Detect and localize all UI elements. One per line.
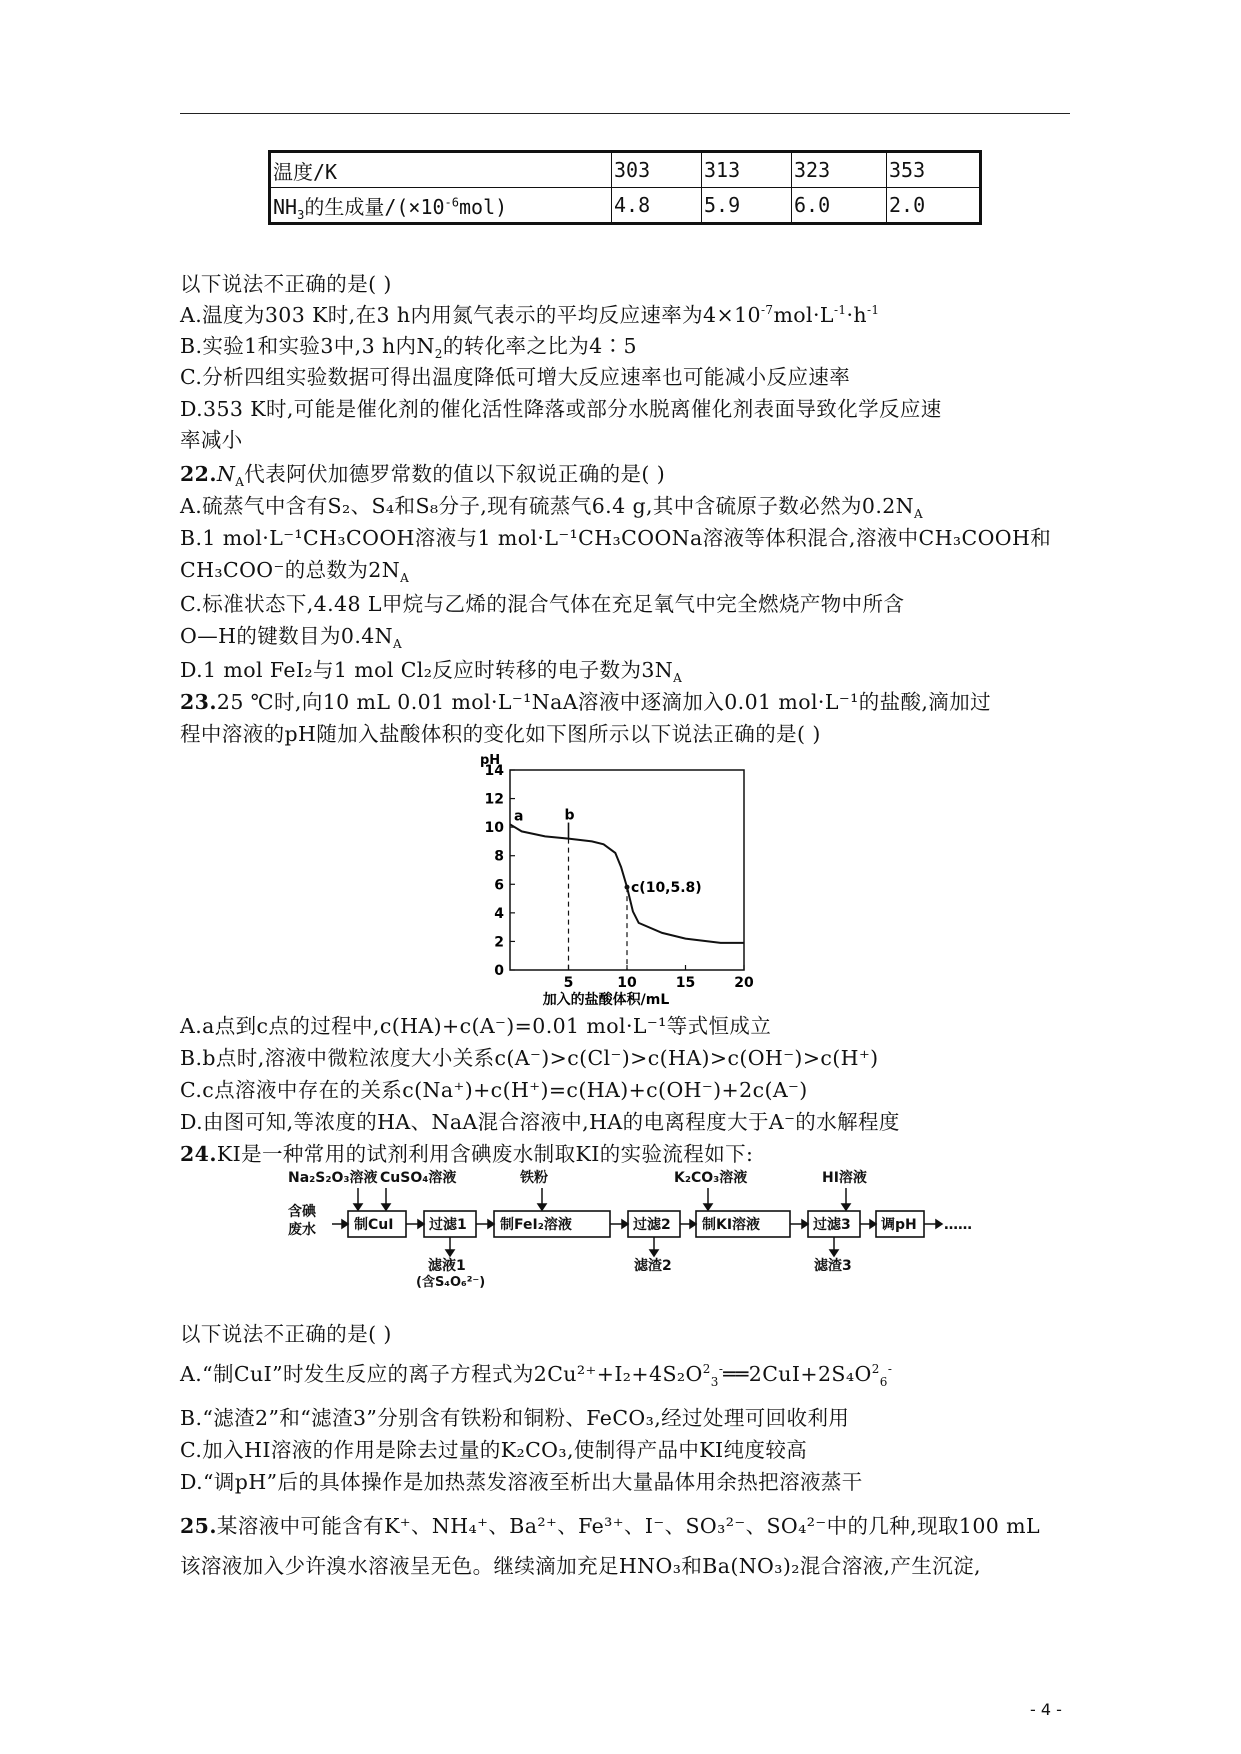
x-axis-label: 加入的盐酸体积/mL (542, 992, 670, 1008)
text: A.温度为303 K时,在3 h内用氮气表示的平均反应速率为4×10 (180, 303, 761, 327)
y-tick-label: 0 (494, 963, 504, 979)
text: mol·L (773, 303, 834, 327)
q24-stem (180, 1140, 753, 1168)
point-marker-c (625, 885, 630, 890)
sup: -7 (760, 303, 774, 318)
y-tick-label: 2 (494, 934, 504, 951)
q21-option-a (180, 301, 879, 329)
question-number: 25. (180, 1514, 217, 1538)
point-label-c: c(10,5.8) (631, 880, 702, 897)
question-number: 23. (180, 690, 217, 714)
y-tick-label: 4 (494, 905, 504, 922)
sup: -1 (833, 303, 847, 318)
sub: A (914, 507, 924, 522)
q23-option-d: D.由图可知,等浓度的HA、NaA混合溶液中,HA的电离程度大于A⁻的水解程度 (180, 1110, 900, 1134)
q21-stem: 以下说法不正确的是( ) (180, 272, 392, 296)
step-label: 过滤2 (633, 1217, 671, 1233)
sub: A (393, 637, 403, 652)
question-number: 22. (180, 462, 217, 486)
temperature-table (268, 150, 982, 225)
q24-option-c: C.加入HI溶液的作用是除去过量的K₂CO₃,使制得产品中KI纯度较高 (180, 1438, 808, 1462)
y-axis-label: pH (480, 753, 501, 768)
cell-text: 的生成量/(×10 (304, 194, 445, 219)
input-label: 含碘 (288, 1204, 316, 1220)
cell-text: NH (273, 194, 298, 219)
cell-sup: -6 (444, 194, 459, 209)
table-row (270, 188, 981, 224)
x-tick-label: 20 (734, 975, 754, 991)
q22-stem (180, 460, 665, 488)
output-label: 滤液1 (428, 1258, 466, 1274)
output-label: (含S₄O₆²⁻) (416, 1275, 486, 1290)
text: D.1 mol FeI₂与1 mol Cl₂反应时转移的电子数为3N (180, 658, 674, 682)
y-tick-label: 8 (494, 848, 504, 865)
ion-so3: $O^2_3^-$ (685, 1362, 724, 1390)
table-cell: 303 (612, 152, 702, 188)
text: B.实验1和实验3中,3 h内N (180, 334, 435, 358)
plot-frame (510, 770, 744, 970)
sub: A (235, 475, 245, 490)
point-label-b: b (564, 807, 575, 824)
x-tick-label: 15 (675, 975, 696, 991)
reagent-label: K₂CO₃溶液 (674, 1170, 748, 1186)
ph-titration-chart (470, 748, 770, 1013)
text: KI是一种常用的试剂利用含碘废水制取KI的实验流程如下: (216, 1142, 754, 1166)
table-cell: 6.0 (792, 188, 887, 224)
text: CH₃COO⁻的总数为2N (180, 558, 401, 582)
table-cell: 2.0 (887, 188, 981, 224)
q23-stem (180, 688, 991, 716)
input-label: 废水 (288, 1222, 316, 1238)
q24-stem2: 以下说法不正确的是( ) (180, 1322, 392, 1346)
q21-option-b (180, 332, 637, 360)
q23-stem-cont: 程中溶液的pH随加入盐酸体积的变化如下图所示以下说法正确的是( ) (180, 722, 821, 746)
table-cell: 323 (792, 152, 887, 188)
sub: 2 (434, 347, 443, 362)
table-cell (270, 188, 612, 224)
q23-option-a: A.a点到c点的过程中,c(HA)+c(A⁻)=0.01 mol·L⁻¹等式恒成立 (180, 1014, 772, 1038)
x-tick-label: 10 (617, 975, 637, 991)
q24-option-d: D.“调pH”后的具体操作是加热蒸发溶液至析出大量晶体用余热把溶液蒸干 (180, 1470, 863, 1494)
step-label: 制FeI₂溶液 (500, 1217, 572, 1233)
x-tick-label: 5 (563, 975, 574, 991)
q23-option-c: C.c点溶液中存在的关系c(Na⁺)+c(H⁺)=c(HA)+c(OH⁻)+2c(A⁻) (180, 1078, 808, 1102)
y-tick-label: 12 (484, 791, 504, 808)
output-label: 滤渣3 (814, 1258, 852, 1274)
sub: A (400, 571, 410, 586)
point-label-a: a (514, 808, 524, 825)
text: ·h (846, 303, 867, 327)
text: N (216, 462, 236, 486)
table-cell: 温度/K (270, 152, 612, 188)
sup: -1 (866, 303, 880, 318)
q22-option-b: B.1 mol·L⁻¹CH₃COOH溶液与1 mol·L⁻¹CH₃COONa溶液等体积混合,溶液中CH₃COOH和 (180, 526, 1052, 550)
q22-option-c-cont (180, 622, 402, 650)
ki-flowchart (288, 1168, 972, 1290)
q23-option-b: B.b点时,溶液中微粒浓度大小关系c(A⁻)>c(Cl⁻)>c(HA)>c(OH⁻)>c(H⁺) (180, 1046, 879, 1070)
text: 代表阿伏加德罗常数的值以下叙说正确的是( ) (244, 462, 666, 486)
step-label: 调pH (881, 1217, 917, 1233)
header-rule (180, 113, 1070, 114)
output-label: 滤渣2 (634, 1258, 672, 1274)
step-label: 制CuI (354, 1217, 394, 1233)
reagent-label: CuSO₄溶液 (380, 1170, 457, 1186)
reagent-label: Na₂S₂O₃溶液 (288, 1170, 378, 1186)
q25-stem-cont: 该溶液加入少许溴水溶液呈无色。继续滴加充足HNO₃和Ba(NO₃)₂混合溶液,产生沉淀, (180, 1554, 981, 1578)
q21-option-c: C.分析四组实验数据可得出温度降低可增大反应速率也可能减小反应速率 (180, 365, 851, 389)
reagent-label: HI溶液 (822, 1170, 867, 1186)
q22-option-a (180, 492, 923, 520)
sub: A (673, 671, 683, 686)
q21-option-d-cont: 率减小 (180, 428, 243, 452)
flow-ellipsis: …… (944, 1217, 972, 1233)
y-tick-label: 6 (494, 877, 504, 894)
cell-text: mol) (459, 194, 508, 219)
ion-so6: $O^2_6^-$ (854, 1362, 893, 1390)
table-row (270, 152, 981, 188)
question-number: 24. (180, 1142, 217, 1166)
table-cell: 5.9 (702, 188, 792, 224)
step-label: 制KI溶液 (702, 1217, 761, 1233)
text: O—H的键数目为0.4N (180, 624, 394, 648)
page-number: - 4 - (1030, 1700, 1062, 1719)
q24-option-b: B.“滤渣2”和“滤渣3”分别含有铁粉和铜粉、FeCO₃,经过处理可回收利用 (180, 1406, 850, 1430)
table-cell: 4.8 (612, 188, 702, 224)
y-tick-label: 10 (484, 820, 504, 837)
table-cell: 313 (702, 152, 792, 188)
q24-option-a (180, 1360, 892, 1388)
q22-option-d (180, 656, 682, 684)
text: 某溶液中可能含有K⁺、NH₄⁺、Ba²⁺、Fe³⁺、I⁻、SO₃²⁻、SO₄²⁻中的几种,现取100 mL (216, 1514, 1041, 1538)
text: A.硫蒸气中含有S₂、S₄和S₈分子,现有硫蒸气6.4 g,其中含硫原子数必然为0.2N (180, 494, 915, 518)
q25-stem (180, 1512, 1040, 1540)
y-tick-label: 14 (484, 763, 504, 779)
q21-option-d: D.353 K时,可能是催化剂的催化活性降落或部分水脱离催化剂表面导致化学反应速 (180, 397, 942, 421)
reagent-label: 铁粉 (520, 1170, 548, 1186)
text: 的转化率之比为4∶5 (442, 334, 637, 358)
step-label: 过滤3 (813, 1217, 851, 1233)
text: ══2CuI+2S₄ (723, 1362, 855, 1386)
step-label: 过滤1 (429, 1217, 467, 1233)
text: A.“制CuI”时发生反应的离子方程式为2Cu²⁺+I₂+4S₂ (180, 1362, 686, 1386)
table-cell: 353 (887, 152, 981, 188)
q22-option-c: C.标准状态下,4.48 L甲烷与乙烯的混合气体在充足氧气中完全燃烧产物中所含 (180, 592, 905, 616)
q22-option-b-cont (180, 556, 409, 584)
text: 25 ℃时,向10 mL 0.01 mol·L⁻¹NaA溶液中逐滴加入0.01 mol·L⁻¹的盐酸,滴加过 (216, 690, 992, 714)
cell-sub: 3 (297, 207, 305, 222)
